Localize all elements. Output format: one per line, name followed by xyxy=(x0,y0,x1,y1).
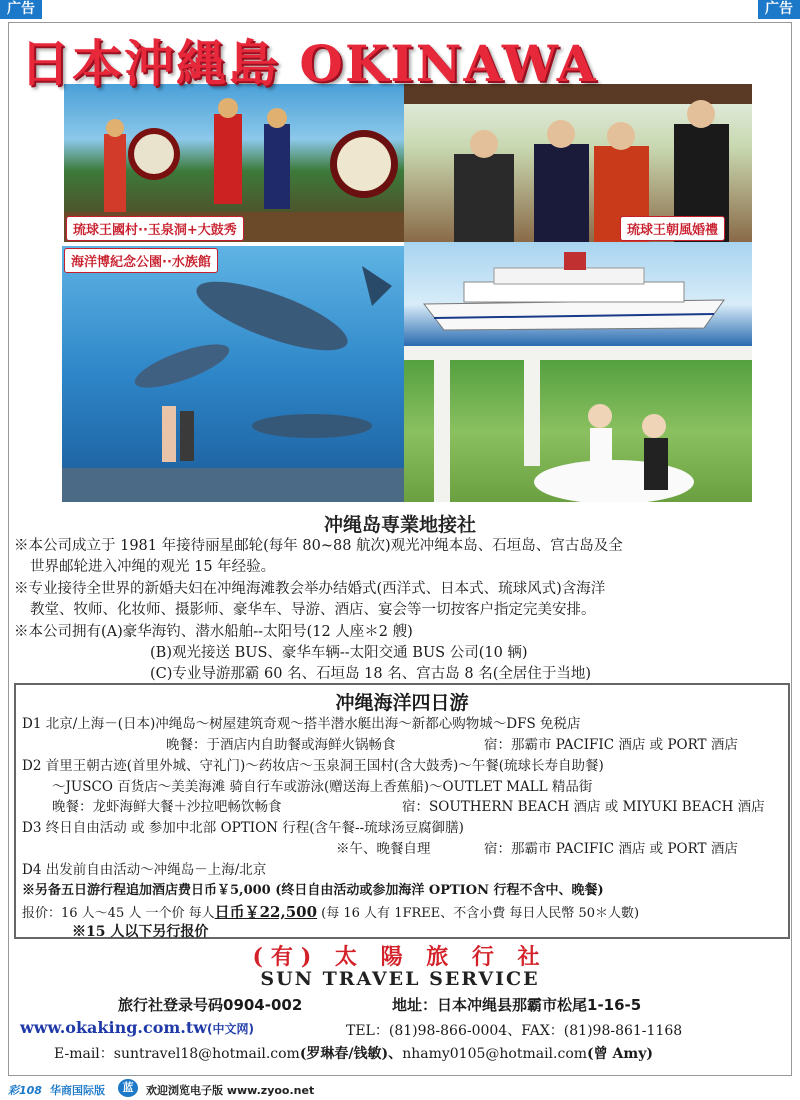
intro-line-2b: 教堂、牧师、化妆师、摄影师、豪华车、导游、酒店、宴会等一切按客户指定完美安排。 xyxy=(30,602,596,618)
email-label: E-mail： xyxy=(54,1046,114,1062)
price-value: 日币￥22,500 xyxy=(214,903,318,921)
email-1[interactable]: suntravel18@hotmail.com xyxy=(113,1046,300,1062)
tour-box xyxy=(14,683,790,939)
email-line xyxy=(54,1043,653,1063)
ad-tag-right: 广告 xyxy=(758,0,800,19)
aquarium-illustration xyxy=(62,246,404,502)
company-name-cn: (有) 太 陽 旅 行 社 xyxy=(252,944,548,970)
page-title: 日本沖縄島 OKINAWA xyxy=(20,34,598,93)
page-footer xyxy=(0,1078,800,1100)
price-prefix: 报价：16 人～45 人 一个价 每人 xyxy=(22,906,215,921)
tour-day-3-hotel: 宿：那霸市 PACIFIC 酒店 或 PORT 酒店 xyxy=(484,841,738,857)
tour-day-1: D1 北京/上海－(日本)冲绳岛～树屋建筑奇观～搭半潜水艇出海～新都心购物城～DFS 免税店 xyxy=(22,716,581,732)
website-link[interactable] xyxy=(20,1018,254,1037)
tour-day-4: D4 出发前自由活动～冲绳岛－上海/北京 xyxy=(22,862,267,878)
tour-day-2b: ～JUSCO 百货店～美美海滩 骑自行车或游泳(赠送海上香蕉船)～OUTLET MALL 精品街 xyxy=(52,779,593,795)
tour-day-2-hotel: 宿：SOUTHERN BEACH 酒店 或 MIYUKI BEACH 酒店 xyxy=(402,799,765,815)
intro-line-2: ※专业接待全世界的新婚夫妇在冲绳海滩教会举办结婚式(西洋式、日本式、琉球风式)含海洋 xyxy=(14,581,606,597)
caption-wedding: 琉球王朝風婚禮 xyxy=(620,216,725,241)
cruise-ship-illustration xyxy=(404,242,752,346)
intro-line-1b: 世界邮轮进入冲绳的观光 15 年经验。 xyxy=(30,559,276,575)
ad-tag-left: 广告 xyxy=(0,0,42,19)
tour-title: 冲绳海洋四日游 xyxy=(335,692,469,714)
email-1-name: (罗琳春/钱敏)、 xyxy=(299,1046,403,1062)
company-name-en: SUN TRAVEL SERVICE xyxy=(260,968,540,990)
phone-fax: TEL：(81)98-866-0004、FAX：(81)98-861-1168 xyxy=(346,1023,683,1039)
footer-page-number: 彩108 xyxy=(8,1084,42,1097)
tour-under15-note: ※15 人以下另行报价 xyxy=(72,924,209,940)
garden-wedding-photo xyxy=(404,346,752,502)
garden-wedding-illustration xyxy=(404,346,752,502)
tour-day-1-hotel: 宿：那霸市 PACIFIC 酒店 或 PORT 酒店 xyxy=(484,737,738,753)
website-url[interactable]: www.okaking.com.tw xyxy=(20,1018,208,1037)
caption-village: 琉球王國村··玉泉洞+大鼓秀 xyxy=(66,216,244,241)
company-address: 地址：日本冲绳县那霸市松尾1-16-5 xyxy=(392,996,642,1014)
aquarium-photo xyxy=(62,246,404,502)
footer-magazine: 华商国际版 xyxy=(50,1084,105,1097)
company-heading: 冲绳岛専業地接社 xyxy=(323,514,476,536)
tour-price xyxy=(22,903,639,923)
email-2-name: (曾 Amy) xyxy=(587,1046,653,1062)
tour-extra-note: ※另备五日游行程追加酒店费日币￥5,000 (终日自由活动或参加海洋 OPTION 行程不含中、晚餐) xyxy=(22,883,604,898)
price-suffix: (每 16 人有 1FREE、不含小費 每日人民幣 50＊人數) xyxy=(317,906,640,921)
intro-line-1: ※本公司成立于 1981 年接待丽星邮轮(每年 80~88 航次)观光冲绳本岛、石垣岛、宫古岛及全 xyxy=(14,538,623,554)
email-2[interactable]: nhamy0105@hotmail.com xyxy=(402,1046,588,1062)
website-note: (中文网) xyxy=(207,1022,255,1036)
footer-badge-icon: 蓝 xyxy=(118,1079,138,1097)
intro-line-3b: (B)观光接送 BUS、豪华车辆--太阳交通 BUS 公司(10 辆) xyxy=(150,645,528,661)
registration-number: 旅行社登录号码0904-002 xyxy=(118,996,303,1014)
tour-day-3: D3 终日自由活动 或 参加中北部 OPTION 行程(含午餐--琉球汤豆腐御膳) xyxy=(22,820,464,836)
tour-day-1-meal: 晚餐：于酒店内自助餐或海鲜火锅畅食 xyxy=(166,737,396,753)
intro-line-3c: (C)专业导游那霸 60 名、石垣岛 18 名、宫古岛 8 名(全居住于当地) xyxy=(150,666,592,682)
tour-day-2: D2 首里王朝古迹(首里外城、守礼门)～药妆店～玉泉洞王国村(含大鼓秀)～午餐(琉球长寿自助餐) xyxy=(22,758,604,774)
caption-aquarium: 海洋博紀念公園··水族館 xyxy=(64,248,218,273)
intro-line-3: ※本公司拥有(A)豪华海钓、潜水船舶--太阳号(12 人座＊2 艘) xyxy=(14,624,413,640)
tour-day-3-meal: ※午、晚餐自理 xyxy=(336,841,431,857)
footer-site: 欢迎浏览电子版 www.zyoo.net xyxy=(146,1084,315,1097)
tour-day-2-meal: 晚餐：龙虾海鲜大餐＋沙拉吧畅饮畅食 xyxy=(52,799,282,815)
cruise-ship-photo xyxy=(404,242,752,346)
